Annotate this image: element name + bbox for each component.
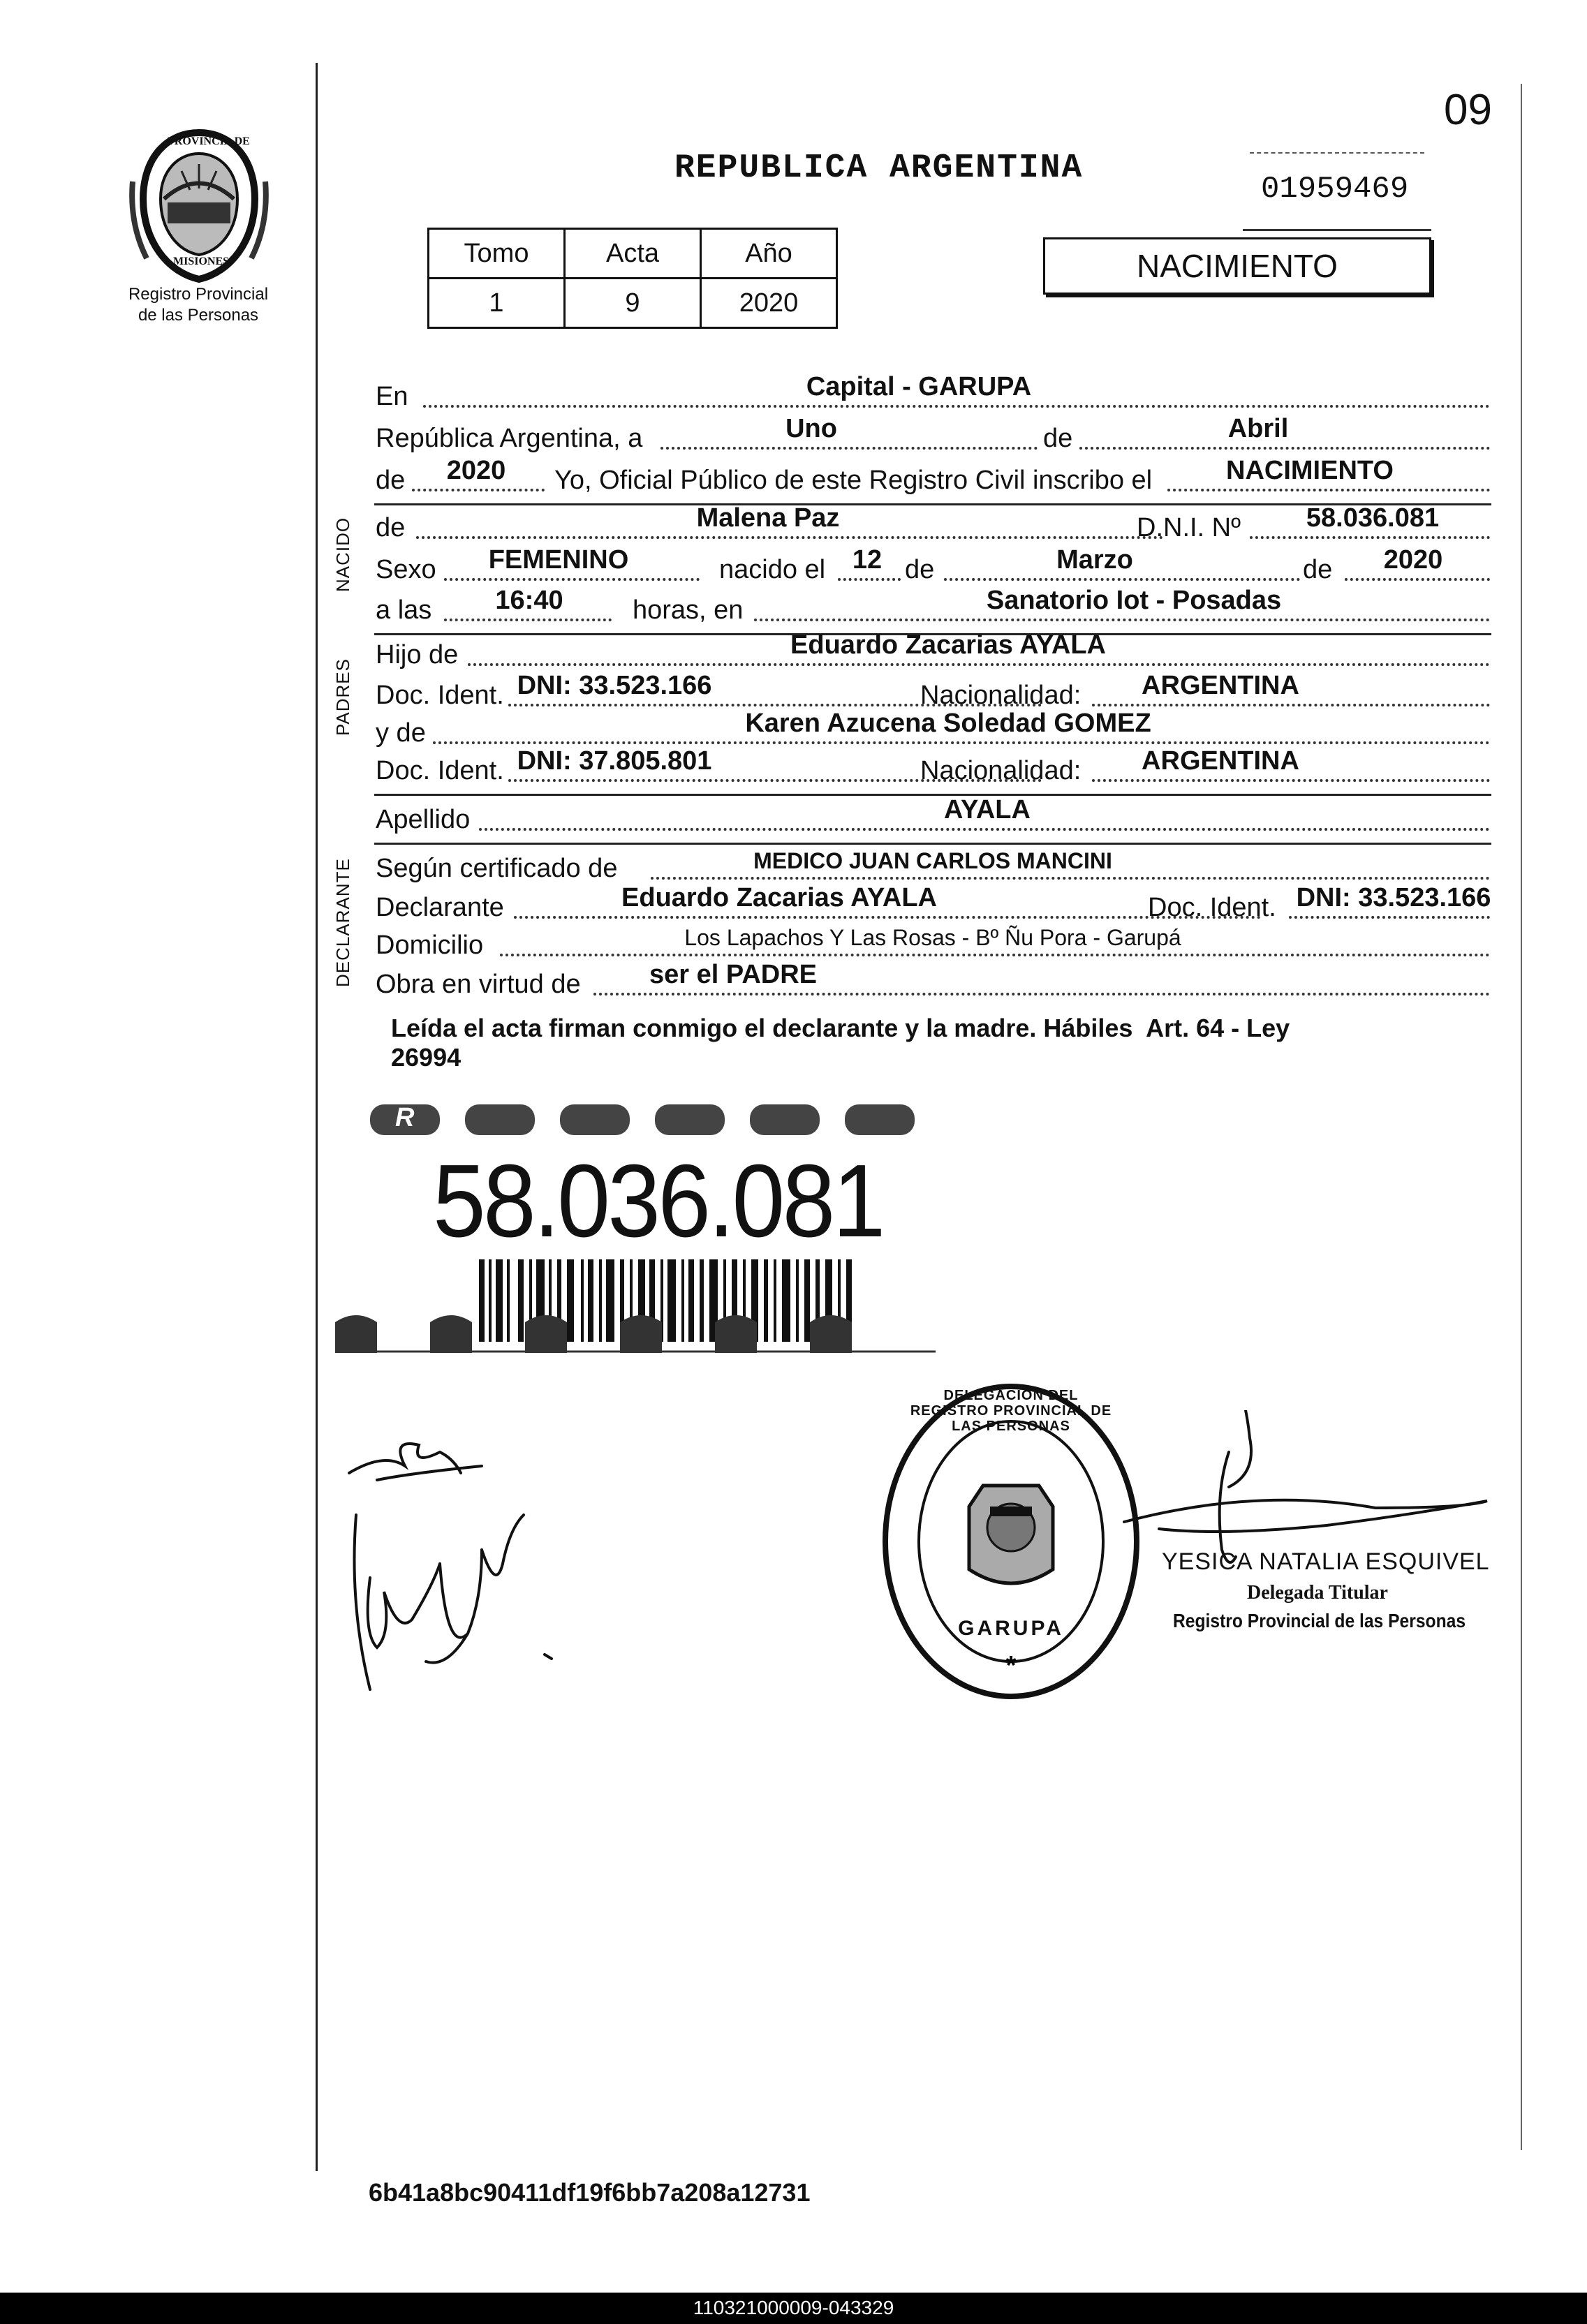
sticker-top-pattern bbox=[370, 1100, 929, 1139]
dotted-fill bbox=[479, 828, 1490, 831]
row-apellido bbox=[374, 793, 1491, 835]
document-type: NACIMIENTO bbox=[1137, 248, 1338, 284]
dotted-fill bbox=[754, 619, 1490, 621]
nacido-label: nacido el bbox=[719, 555, 826, 584]
tav-value-row bbox=[429, 279, 837, 328]
horas-en-label: horas, en bbox=[633, 595, 744, 625]
dotted-fill bbox=[1250, 536, 1490, 539]
registry-name-line1: Registro Provincial bbox=[128, 285, 269, 304]
dni-label: D.N.I. Nº bbox=[1137, 513, 1241, 542]
nacido-de1-label: de bbox=[905, 555, 935, 584]
obra-label: Obra en virtud de bbox=[376, 970, 581, 999]
row-hijo bbox=[374, 628, 1491, 670]
row-padre-doc bbox=[374, 669, 1491, 711]
dotted-fill bbox=[593, 993, 1490, 996]
row-madre-doc bbox=[374, 744, 1491, 786]
sticker-bottom-pattern bbox=[335, 1308, 950, 1353]
dni-sticker bbox=[335, 1086, 950, 1365]
apellido-value: AYALA bbox=[944, 795, 1031, 824]
dotted-fill bbox=[838, 578, 901, 581]
dotted-fill bbox=[660, 447, 1038, 450]
republica-label: República Argentina, a bbox=[376, 424, 643, 453]
dotted-fill bbox=[468, 663, 1490, 666]
anio-label: de bbox=[376, 466, 406, 495]
right-margin-line bbox=[1521, 84, 1522, 2150]
country-title: REPUBLICA ARGENTINA bbox=[674, 149, 1084, 187]
tav-header-row bbox=[429, 229, 837, 279]
row-sexo bbox=[374, 543, 1491, 585]
row-nombre bbox=[374, 501, 1491, 543]
certificado-value: MEDICO JUAN CARLOS MANCINI bbox=[753, 848, 1112, 873]
madre-value: Karen Azucena Soledad GOMEZ bbox=[745, 709, 1151, 738]
tav-header-tomo: Tomo bbox=[429, 229, 565, 279]
footer-code: 110321000009-043329 bbox=[693, 2297, 894, 2318]
hora-label: a las bbox=[376, 595, 432, 625]
dia-value: Uno bbox=[785, 414, 837, 443]
serial-top-rule bbox=[1250, 152, 1424, 154]
hijo-label: Hijo de bbox=[376, 640, 459, 669]
row-domicilio bbox=[374, 919, 1491, 961]
document-type-box bbox=[1043, 237, 1431, 295]
svg-text:*: * bbox=[1005, 1651, 1017, 1680]
dotted-fill bbox=[1167, 489, 1490, 491]
sexo-value: FEMENINO bbox=[488, 545, 629, 575]
registry-name-line2: de las Personas bbox=[138, 306, 259, 325]
dotted-fill bbox=[1345, 578, 1490, 581]
tav-value-tomo: 1 bbox=[429, 279, 565, 328]
apellido-label: Apellido bbox=[376, 805, 471, 834]
dotted-fill bbox=[444, 619, 612, 621]
nombre-label: de bbox=[376, 513, 406, 542]
row-fecha bbox=[374, 412, 1491, 454]
dotted-fill bbox=[416, 536, 1163, 539]
left-margin-line bbox=[316, 63, 318, 2171]
lugar-value: Sanatorio Iot - Posadas bbox=[986, 586, 1282, 615]
row-en bbox=[374, 370, 1491, 412]
mes-value: Abril bbox=[1227, 414, 1289, 443]
official-name: YESICA NATALIA ESQUIVEL bbox=[1162, 1548, 1490, 1575]
dotted-fill bbox=[423, 405, 1490, 408]
hora-value: 16:40 bbox=[495, 586, 563, 615]
anio-value: 2020 bbox=[446, 456, 506, 485]
domicilio-value: Los Lapachos Y Las Rosas - Bº Ñu Pora - Garupá bbox=[684, 925, 1181, 950]
madre-doc-value: DNI: 37.805.801 bbox=[517, 746, 712, 776]
row-obra bbox=[374, 958, 1491, 1000]
padre-nacionalidad-label: Nacionalidad: bbox=[920, 681, 1082, 710]
tomo-acta-anio-table bbox=[427, 228, 838, 329]
nacido-anio: 2020 bbox=[1383, 545, 1443, 575]
emblem-top-text: PROVINCIA DE bbox=[168, 135, 250, 147]
nacido-mes: Marzo bbox=[1056, 545, 1133, 575]
row-certificado bbox=[374, 842, 1491, 884]
madre-doc-label: Doc. Ident. bbox=[376, 756, 504, 785]
tav-header-acta: Acta bbox=[565, 229, 701, 279]
sticker-dni-number: 58.036.081 bbox=[433, 1144, 883, 1259]
certificado-label: Según certificado de bbox=[376, 854, 618, 883]
row-hora bbox=[374, 584, 1491, 626]
madre-nacionalidad-label: Nacionalidad: bbox=[920, 756, 1082, 785]
emblem-bottom-text: MISIONES bbox=[173, 256, 230, 267]
footer-bar bbox=[0, 2293, 1587, 2324]
madre-nacionalidad-value: ARGENTINA bbox=[1142, 746, 1299, 776]
dotted-fill bbox=[444, 578, 700, 581]
tav-header-anio: Año bbox=[701, 229, 837, 279]
padre-value: Eduardo Zacarias AYALA bbox=[790, 630, 1106, 660]
dotted-fill bbox=[651, 877, 1490, 880]
side-label-nacido: NACIDO bbox=[332, 517, 353, 592]
province-emblem bbox=[126, 126, 272, 286]
dni-value: 58.036.081 bbox=[1306, 503, 1440, 533]
side-label-padres: PADRES bbox=[332, 658, 353, 736]
yde-label: y de bbox=[376, 718, 426, 748]
row-oficial bbox=[374, 454, 1491, 496]
handwritten-signature-declarante bbox=[342, 1424, 580, 1703]
declarante-label: Declarante bbox=[376, 893, 504, 922]
dotted-fill bbox=[412, 489, 545, 491]
official-title: Delegada Titular bbox=[1247, 1582, 1388, 1604]
tav-value-anio: 2020 bbox=[701, 279, 837, 328]
acto-value: NACIMIENTO bbox=[1226, 456, 1394, 485]
seal-city: GARUPA bbox=[958, 1617, 1064, 1640]
official-office: Registro Provincial de las Personas bbox=[1173, 1610, 1466, 1631]
obra-value: ser el PADRE bbox=[649, 960, 818, 989]
padre-nacionalidad-value: ARGENTINA bbox=[1142, 671, 1299, 700]
closing-line-1: Leída el acta firman conmigo el declarante y la madre. Hábiles Art. 64 - Ley bbox=[391, 1014, 1290, 1042]
sticker-pattern-letter: R bbox=[395, 1103, 415, 1132]
closing-line-2: 26994 bbox=[391, 1043, 462, 1072]
side-label-declarante: DECLARANTE bbox=[332, 858, 353, 987]
en-value: Capital - GARUPA bbox=[806, 372, 1032, 401]
domicilio-label: Domicilio bbox=[376, 931, 484, 960]
nacido-de2-label: de bbox=[1303, 555, 1333, 584]
padre-doc-label: Doc. Ident. bbox=[376, 681, 504, 710]
document-hash: 6b41a8bc90411df19f6bb7a208a12731 bbox=[369, 2178, 811, 2207]
row-madre bbox=[374, 706, 1491, 748]
padre-doc-value: DNI: 33.523.166 bbox=[517, 671, 712, 700]
de-label: de bbox=[1043, 424, 1073, 453]
declarante-doc-value: DNI: 33.523.166 bbox=[1296, 883, 1491, 912]
declarante-doc-label: Doc. Ident. bbox=[1148, 893, 1276, 922]
official-seal bbox=[878, 1381, 1144, 1702]
row-declarante bbox=[374, 881, 1491, 923]
tav-value-acta: 9 bbox=[565, 279, 701, 328]
dotted-fill bbox=[944, 578, 1300, 581]
dotted-fill bbox=[500, 954, 1490, 956]
nacido-dia: 12 bbox=[852, 545, 883, 575]
serial-number: 01959469 bbox=[1261, 172, 1409, 207]
seal-ring-text: DELEGACION DEL REGISTRO PROVINCIAL DE LAS PERSONAS bbox=[910, 1388, 1112, 1434]
page-number: 09 bbox=[1444, 86, 1492, 134]
oficial-text: Yo, Oficial Público de este Registro Civil inscribo el bbox=[554, 466, 1153, 495]
en-label: En bbox=[376, 382, 408, 411]
sexo-label: Sexo bbox=[376, 555, 436, 584]
nombre-value: Malena Paz bbox=[696, 503, 840, 533]
serial-bottom-rule bbox=[1243, 229, 1431, 231]
dotted-fill bbox=[1079, 447, 1490, 450]
declarante-value: Eduardo Zacarias AYALA bbox=[621, 883, 937, 912]
dotted-fill bbox=[1092, 779, 1490, 782]
